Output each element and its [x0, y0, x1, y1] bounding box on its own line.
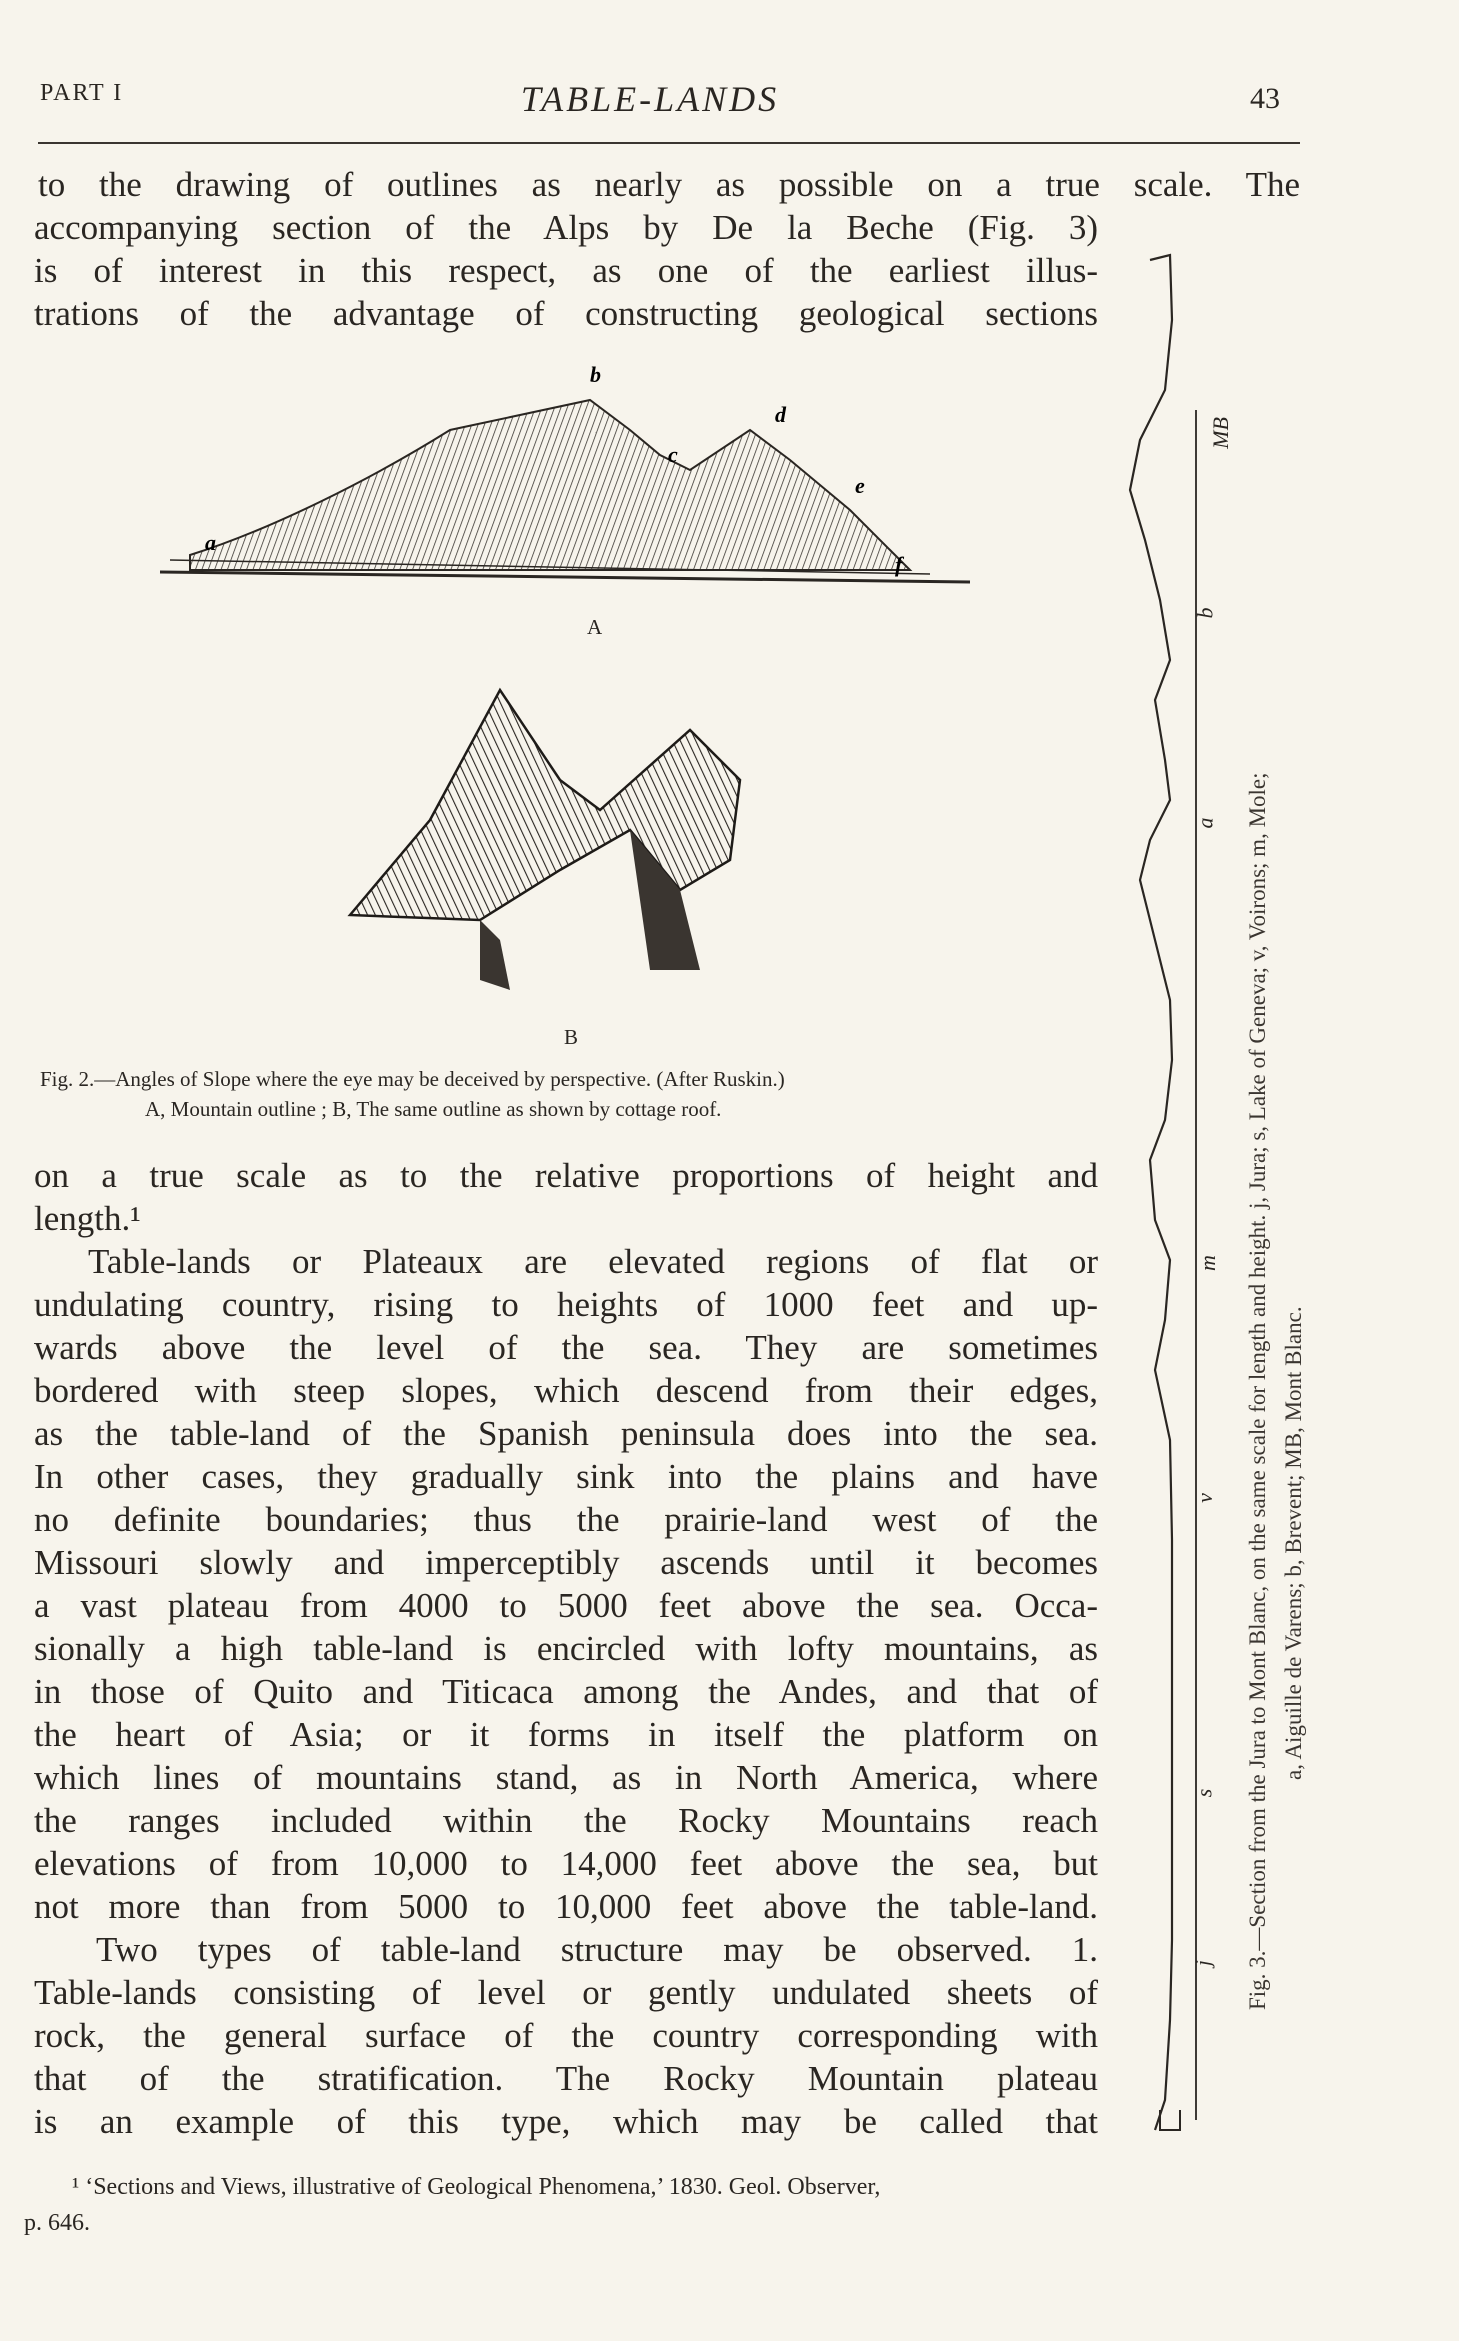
- body-line-12: sionally a high table-land is encircled with lofty mountains, as: [34, 1629, 1098, 1668]
- body-line-7: as the table-land of the Spanish peninsula does into the sea.: [34, 1414, 1098, 1453]
- body-line-21: rock, the general surface of the country corresponding with: [34, 2016, 1098, 2055]
- body-line-6: bordered with steep slopes, which descend from their edges,: [34, 1371, 1098, 1410]
- figure2-caption-line2: A, Mountain outline ; B, The same outline as shown by cottage roof.: [145, 1097, 722, 1121]
- body-line-20: Table-lands consisting of level or gently undulated sheets of: [34, 1973, 1098, 2012]
- figure3-caption: [1240, 350, 1312, 2010]
- body-line-4: undulating country, rising to heights of 1000 feet and up-: [34, 1285, 1098, 1324]
- body-line-17: elevations of from 10,000 to 14,000 feet above the sea, but: [34, 1844, 1098, 1883]
- running-head-part: PART I: [40, 80, 124, 106]
- figure3-label-a: a: [1192, 817, 1218, 829]
- figure3-label-m: m: [1194, 1255, 1220, 1271]
- figure2-cottage-roof: [330, 670, 750, 1020]
- body-line-19: Two types of table-land structure may be observed. 1.: [96, 1930, 1098, 1969]
- fig2-letter-c: c: [668, 442, 678, 467]
- body-line-3: Table-lands or Plateaux are elevated regions of flat or: [88, 1242, 1098, 1281]
- figure2-label-b: B: [564, 1025, 579, 1049]
- footnote-line2: p. 646.: [24, 2210, 90, 2236]
- page-number: 43: [1250, 82, 1280, 115]
- intro-line-1: to the drawing of outlines as nearly as possible on a true scale. The: [38, 165, 1300, 204]
- intro-line-3: is of interest in this respect, as one of the earliest illus-: [34, 251, 1098, 290]
- body-line-11: a vast plateau from 4000 to 5000 feet above the sea. Occa-: [34, 1586, 1098, 1625]
- figure3-label-mb: MB: [1207, 417, 1233, 449]
- header-rule: [38, 142, 1300, 144]
- intro-line-4: trations of the advantage of constructing geological sections: [34, 294, 1098, 333]
- fig2-letter-f: f: [895, 552, 903, 577]
- body-line-13: in those of Quito and Titicaca among the Andes, and that of: [34, 1672, 1098, 1711]
- body-line-1: on a true scale as to the relative proportions of height and: [34, 1156, 1098, 1195]
- figure3-label-s: s: [1191, 1788, 1217, 1798]
- body-line-14: the heart of Asia; or it forms in itself the platform on: [34, 1715, 1098, 1754]
- figure2-mountain-outline: [150, 360, 1000, 620]
- body-line-16: the ranges included within the Rocky Mountains reach: [34, 1801, 1098, 1840]
- intro-line-2: accompanying section of the Alps by De la Beche (Fig. 3): [34, 208, 1098, 247]
- fig2-letter-a: a: [205, 530, 216, 555]
- body-line-5: wards above the level of the sea. They are sometimes: [34, 1328, 1098, 1367]
- running-head-title: TABLE-LANDS: [520, 79, 780, 119]
- figure3-label-v: v: [1191, 1493, 1217, 1503]
- body-line-15: which lines of mountains stand, as in North America, where: [34, 1758, 1098, 1797]
- body-line-18: not more than from 5000 to 10,000 feet above the table-land.: [34, 1887, 1098, 1926]
- body-line-9: no definite boundaries; thus the prairie-land west of the: [34, 1500, 1098, 1539]
- body-line-2: length.¹: [34, 1199, 141, 1238]
- fig2-letter-d: d: [775, 402, 786, 427]
- figure2-caption-line1: Fig. 2.—Angles of Slope where the eye may be deceived by perspective. (After Ruskin.): [40, 1067, 785, 1091]
- body-line-22: that of the stratification. The Rocky Mountain plateau: [34, 2059, 1098, 2098]
- fig2-letter-b: b: [590, 362, 601, 387]
- figure3-label-j: j: [1190, 1959, 1216, 1967]
- figure3-caption-line1: Fig. 3.—Section from the Jura to Mont Blanc, on the same scale for length and height. j, Jura; s, Lake of Geneva; v, Voirons; m, Mole;: [1245, 772, 1270, 2010]
- body-line-23: is an example of this type, which may be called that: [34, 2102, 1098, 2141]
- figure3-caption-line2: a, Aiguille de Varens; b, Brevent; MB, Mont Blanc.: [1281, 1306, 1306, 1780]
- body-line-8: In other cases, they gradually sink into the plains and have: [34, 1457, 1098, 1496]
- footnote-line1: ¹ ‘Sections and Views, illustrative of Geological Phenomena,’ 1830. Geol. Observer,: [72, 2174, 881, 2200]
- figure2-label-a: A: [587, 615, 603, 639]
- figure3-label-b: b: [1192, 607, 1218, 619]
- body-line-10: Missouri slowly and imperceptibly ascends until it becomes: [34, 1543, 1098, 1582]
- fig2-letter-e: e: [855, 473, 865, 498]
- figure3-section-profile: [1110, 240, 1230, 2140]
